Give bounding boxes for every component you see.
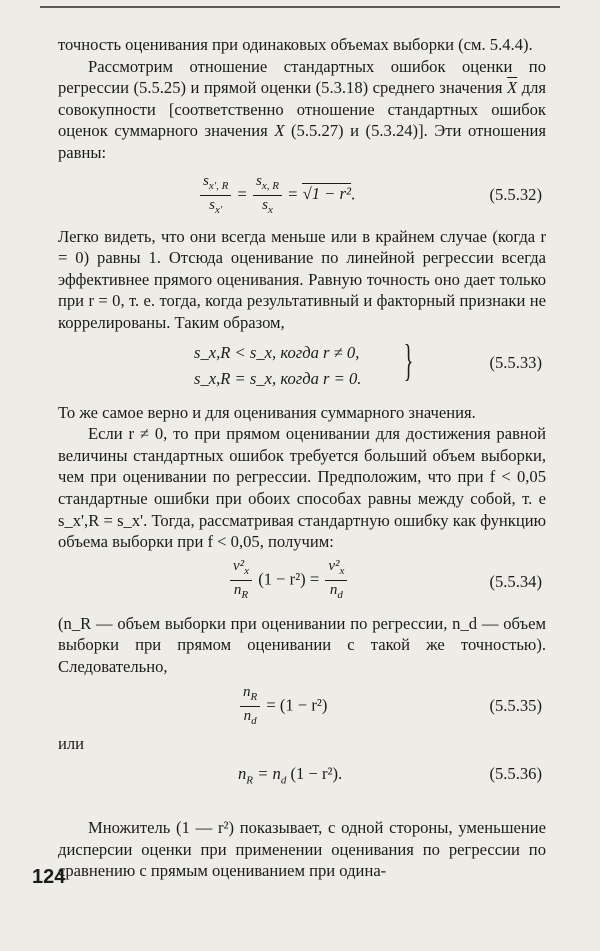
equation-number: (5.5.36) — [489, 764, 542, 784]
paragraph-2-part-a: Рассмотрим отношение стандартных ошибок оценки по регрессии (5.5.25) и прямой оценки (5.3.18) среднего значения — [58, 56, 546, 98]
word-ili: или — [58, 734, 85, 754]
page-number: 124 — [32, 866, 66, 888]
sqrt-term: √1 − r² — [302, 183, 351, 203]
equation-number: (5.5.35) — [489, 696, 542, 716]
page-top-rule — [40, 6, 560, 8]
paragraph-5: Если r ≠ 0, то при прямом оценивании для достижения равной величины стандартных ошибок требуется больший объем выборки, чем при оценивании по регрессии. Предположим, что при f < 0,05 стандартные ошибки при обоих способах равны между собой, т. е s_x',R = s_x'. Тогда, рассматривая стандартную ошибку как функцию объема выборки при f < 0,05, получим: — [58, 424, 546, 552]
xbar-symbol: $\overline{X}$ — [507, 78, 518, 98]
paragraph-7: Множитель (1 — r²) показывает, с одной стороны, уменьшение дисперсии оценки при применении оценивания по регрессии по сравнению с прямым оцениванием при одина- — [58, 818, 546, 881]
equation-5-5-33 — [58, 335, 546, 394]
x-symbol: X — [274, 121, 285, 141]
paragraph-2 — [58, 56, 546, 164]
equation-number: (5.5.34) — [489, 571, 542, 591]
paragraph-4: То же самое верно и для оценивания суммарного значения. — [58, 402, 476, 422]
paragraph-2-part-b: для совокупности [соответственно отношение стандартных ошибок оценок суммарного значения — [58, 78, 546, 141]
paragraph-3: Легко видеть, что они всегда меньше или в крайнем случае (когда r = 0) равны 1. Отсюда оценивание по линейной регрессии всегда эффективнее прямого оценивания. Равную точность оно дает только при r = 0, т. е. тогда, когда результативный и факторный признаки не коррелированы. Таким образом, — [58, 226, 546, 332]
equation-5-5-32: $\frac{s_{x', R}}{s_{x'}}$ = $\frac{s_{x, R}}{s_x}$ = √1 − r². (5.5.32) — [58, 170, 546, 220]
eq-5-5-33-line-1: s_x,R < s_x, когда r ≠ 0, — [194, 342, 360, 362]
equation-number: (5.5.32) — [489, 184, 542, 204]
eq-5-5-33-line-2: s_x,R = s_x, когда r = 0. — [194, 368, 362, 388]
equation-5-5-34: $\frac{v^2_x}{n_R}$ (1 − r²) = $\frac{v^2_x}{n_d}$ (5.5.34) — [58, 557, 546, 609]
right-brace: } — [403, 335, 414, 385]
paragraph-6: (n_R — объем выборки при оценивании по регрессии, n_d — объем выборки при прямом оценивании с такой же точностью). Следовательно, — [58, 613, 546, 676]
page-body — [58, 34, 546, 882]
equation-number: (5.5.33) — [489, 352, 542, 372]
paragraph-1: точность оценивания при одинаковых объемах выборки (см. 5.4.4). — [58, 35, 533, 54]
equation-5-5-35: $\frac{n_R}{n_d}$ = (1 − r²) (5.5.35) — [58, 683, 546, 731]
equation-5-5-36: $n_R = n_d$ (1 − r²). (5.5.36) — [238, 764, 542, 787]
paragraph-2-part-c: (5.5.27) и (5.3.24)]. Эти отношения равны: — [58, 121, 546, 162]
